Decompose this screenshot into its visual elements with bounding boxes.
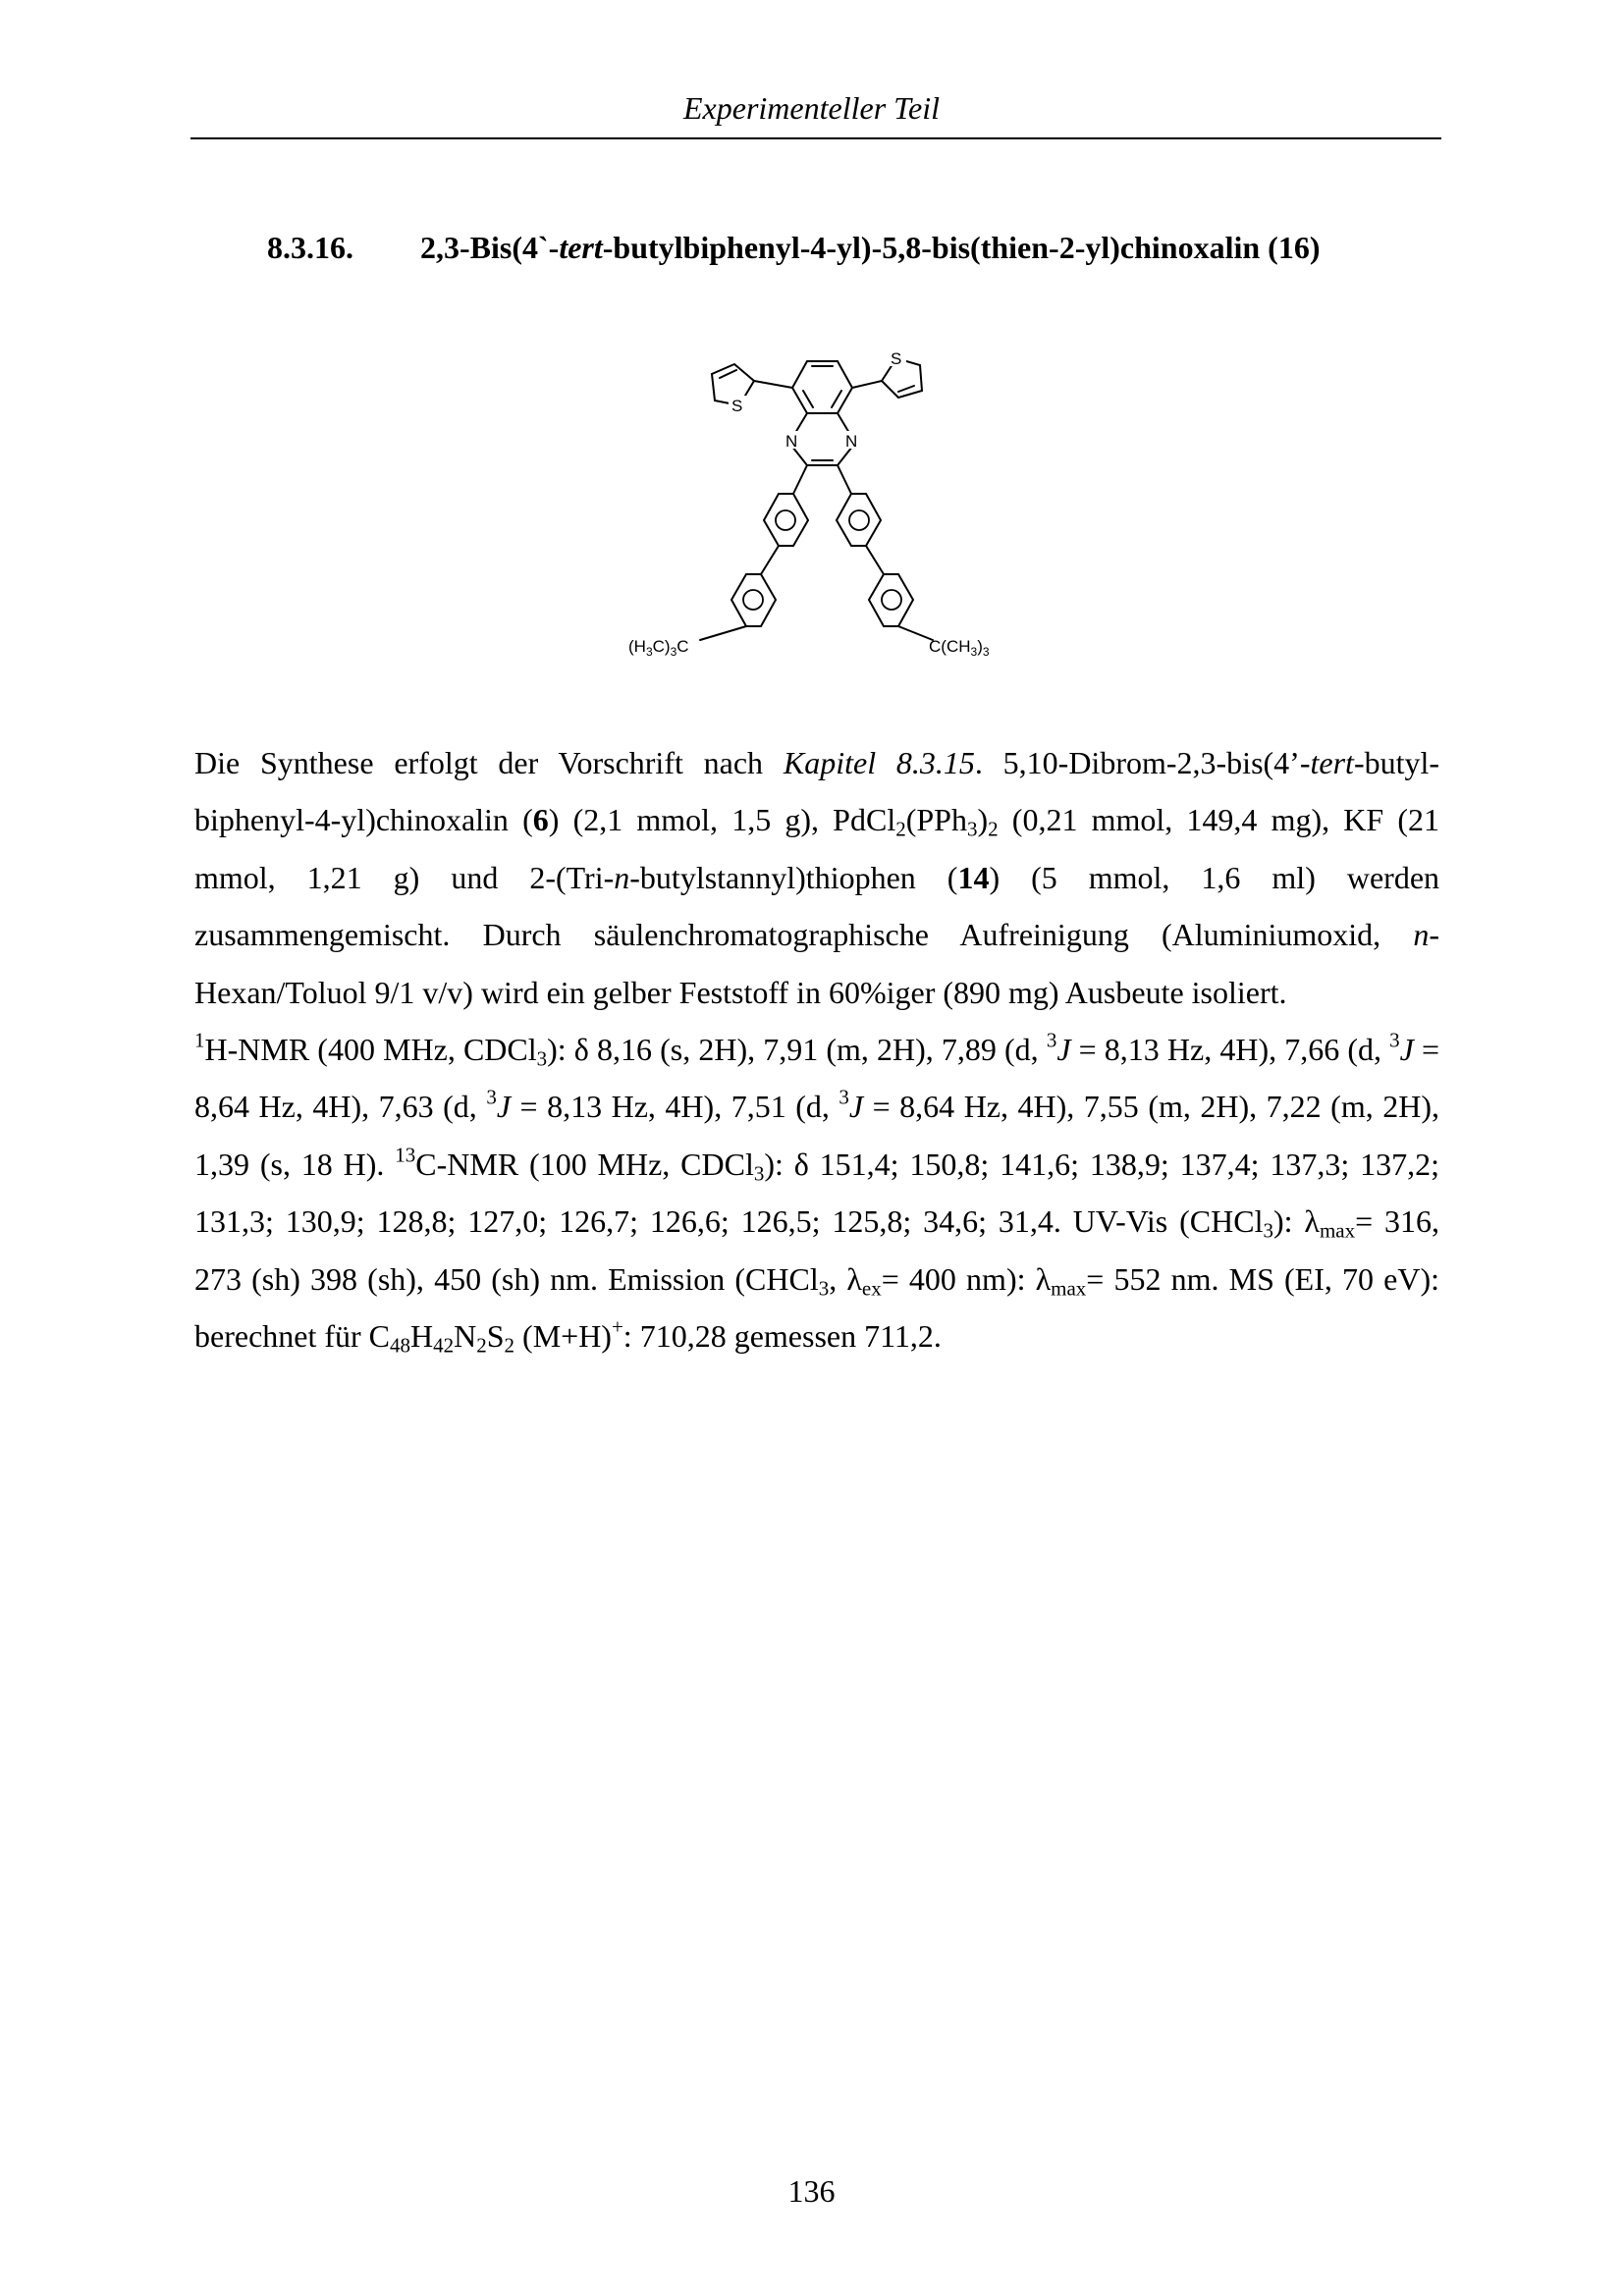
section-heading [267,230,1320,266]
bond [793,465,807,494]
aromatic-ring [849,510,869,530]
bond [754,381,792,388]
tert-butyl-right: $C(CH_3)_3$ [929,637,990,659]
aromatic-ring [776,510,795,530]
aromatic-ring [743,590,763,610]
chapter-reference: Kapitel 8.3.15 [783,745,975,780]
section-number: 8.3.16. [267,230,353,265]
benzo-ring [792,361,852,413]
phenyl-left-2 [731,574,776,626]
bond [852,381,882,388]
phenyl-left-1 [764,494,808,546]
aromatic-ring [882,590,901,610]
bond [838,465,851,494]
bond [761,546,779,574]
double-bond [720,370,736,378]
atom-label: S [731,397,743,415]
tert-butyl-left: $(H_3C)_3C$ [628,637,689,659]
header-rule [190,137,1441,139]
section-title-part: 2,3-Bis(4`- [420,230,560,265]
double-bond [803,391,813,407]
phenyl-right-2 [869,574,913,626]
bond [898,626,933,640]
synthesis-paragraph: Die Synthese erfolgt der Vorschrift nach Kapitel 8.3.15. 5,10-Dibrom-2,3-bis(4’-tert-butyl-biphenyl-4-yl)chinoxalin (6) (2,1 mmol, 1,5 g), $PdCl_2(PPh_3)_2$ (0,21 mmol, 149,4 mg), KF (21 mmol, 1,21 g) und 2-(Tri-n-butylstannyl)thiophen (14) (5 mmol, 1,6 ml) werden zusammengemischt. Durch säulenchromatographische Aufreinigung (Aluminiumoxid, n-Hexan/Toluol 9/1 v/v) wird ein gelber Feststoff in 60%iger (890 mg) Ausbeute isoliert. [194,745,1440,1010]
running-header: Experimenteller Teil [683,90,940,126]
phenyl-right-1 [837,494,881,546]
double-bond [832,391,841,407]
section-title-part: ) [1309,230,1321,265]
bond [866,546,884,574]
bond [795,413,807,433]
bond [700,626,746,640]
chemical-structure [619,344,1031,667]
section-title-part: -butylbiphenyl-4-yl)-5,8-bis(thien-2-yl)chinoxalin ( [602,230,1278,265]
double-bond [898,386,914,392]
section-title-italic: tert [559,230,603,265]
analytics-paragraph: $^1$H-NMR (400 MHz, CDCl$_3$): δ 8,16 (s, 2H), 7,91 (m, 2H), 7,89 (d, $^3$J = 8,13 Hz, 4H), 7,66 (d, $^3$J = 8,64 Hz, 4H), 7,63 (d, $^3$J = 8,13 Hz, 4H), 7,51 (d, $^3$J = 8,64 Hz, 4H), 7,55 (m, 2H), 7,22 (m, 2H), 1,39 (s, 18 H). $^{13}$C-NMR (100 MHz, CDCl$_3$): δ 151,4; 150,8; 141,6; 138,9; 137,4; 137,3; 137,2; 131,3; 130,9; 128,8; 127,0; 126,7; 126,6; 126,5; 125,8; 34,6; 31,4. UV-Vis (CHCl$_3$): $\lambda_{max}= 316$, 273 (sh) 398 (sh), 450 (sh) nm. Emission (CHCl$_3$, $\lambda_{ex}= 400$ nm): $\lambda_{max}= 552$ nm. MS (EI, 70 eV): berechnet für $C_{48}H_{42}N_2S_2$ (M+H)+: 710,28 gemessen 711,2. [194,1028,1440,1358]
compound-number: 14 [957,859,990,895]
compound-number: 6 [532,802,549,838]
page-number: 136 [787,2173,836,2209]
atom-label: N [845,432,858,451]
atom-label: N [785,432,798,451]
body-text [194,734,1439,1364]
section-compound-number: 16 [1277,230,1310,265]
atom-label: S [891,349,902,368]
bond [838,413,849,433]
